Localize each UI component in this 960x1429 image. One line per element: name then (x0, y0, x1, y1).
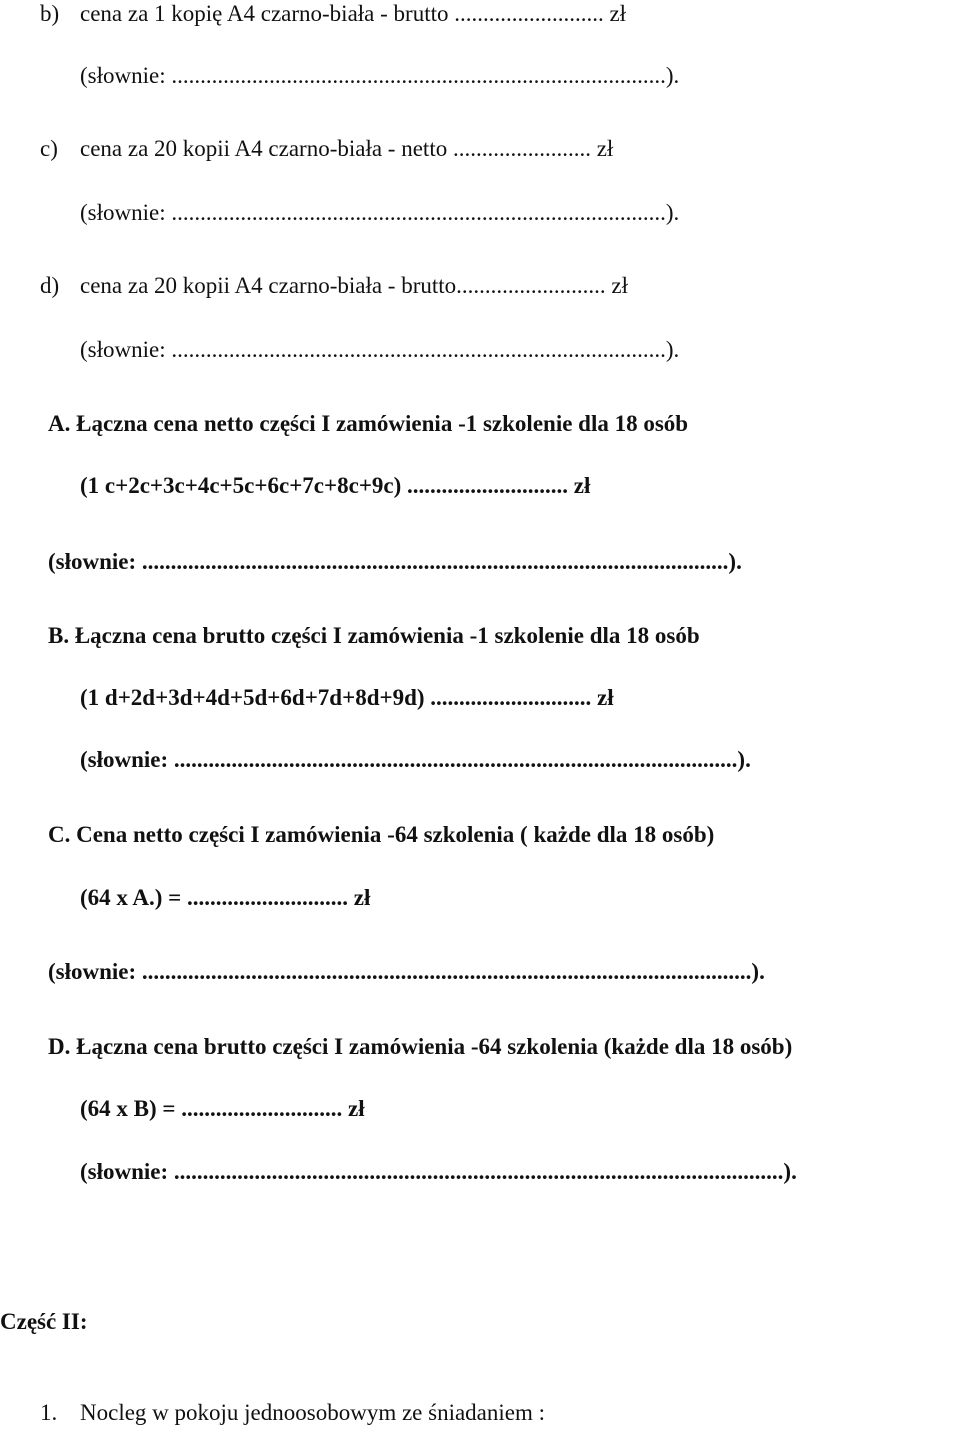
total-b-title: B. Łączna cena brutto części I zamówienia -1 szkolenie dla 18 osób (48, 623, 700, 648)
total-a-formula: (1 c+2c+3c+4c+5c+6c+7c+8c+9c) ............................ zł (80, 473, 591, 498)
item-c-line (40, 135, 613, 163)
item-c-words: (słownie: ......................................................................................). (80, 200, 680, 225)
total-d-title: D. Łączna cena brutto części I zamówienia -64 szkolenia (każde dla 18 osób) (48, 1034, 793, 1059)
item-b-text: cena za 1 kopię A4 czarno-biała - brutto .......................... zł (80, 1, 627, 26)
part-2-heading: Część II: (0, 1309, 88, 1334)
item-b-words: (słownie: ......................................................................................). (80, 63, 680, 88)
total-c-formula: (64 x A.) = ............................ zł (80, 885, 371, 910)
total-b-words: (słownie: ..................................................................................................). (80, 747, 751, 772)
item-d-text: cena za 20 kopii A4 czarno-biała - brutto.......................... zł (80, 273, 629, 298)
item-c-label: c) (40, 136, 58, 161)
total-a-words: (słownie: ......................................................................................................). (48, 549, 742, 574)
item-b-line (40, 0, 626, 28)
total-d-words: (słownie: ..........................................................................................................). (80, 1159, 797, 1184)
part-2-item-1-label: 1. (40, 1400, 58, 1425)
item-b-label: b) (40, 1, 60, 26)
total-a-title: A. Łączna cena netto części I zamówienia -1 szkolenie dla 18 osób (48, 411, 689, 436)
total-c-title: C. Cena netto części I zamówienia -64 szkolenia ( każde dla 18 osób) (48, 822, 715, 847)
item-c-text: cena za 20 kopii A4 czarno-biała - netto ........................ zł (80, 136, 614, 161)
total-b-formula: (1 d+2d+3d+4d+5d+6d+7d+8d+9d) ............................ zł (80, 685, 614, 710)
item-d-line (40, 272, 628, 300)
item-d-words: (słownie: ......................................................................................). (80, 337, 680, 362)
item-d-label: d) (40, 273, 60, 298)
total-c-words: (słownie: ..........................................................................................................). (48, 959, 765, 984)
part-2-item-1 (40, 1399, 545, 1427)
part-2-item-1-text: Nocleg w pokoju jednoosobowym ze śniadaniem : (80, 1400, 546, 1425)
total-d-formula: (64 x B) = ............................ zł (80, 1096, 365, 1121)
